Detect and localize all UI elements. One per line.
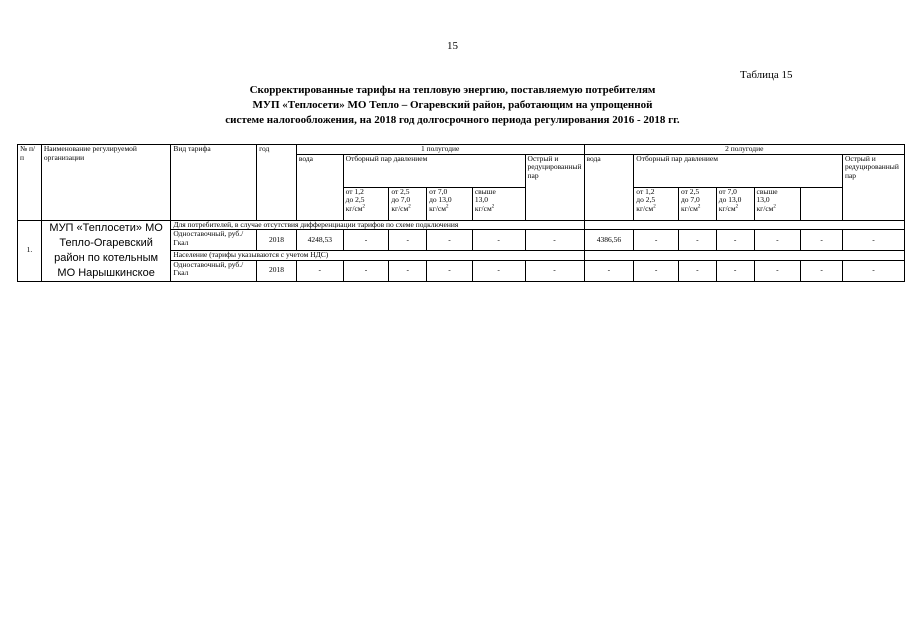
value-p4-h2: - <box>754 260 801 281</box>
tariff-name: Одноставочный, руб./Гкал <box>171 260 257 281</box>
document-title <box>0 83 905 128</box>
value-p1-h1: - <box>343 260 389 281</box>
header-steam-h1: Отборный пар давлением <box>343 154 525 187</box>
header-year: год <box>257 145 297 221</box>
value-sharp-h1: - <box>525 230 584 251</box>
header-pressure-over-13-h2: свыше 13,0 $кг/см^2$ <box>754 187 801 220</box>
header-org: Наименование регулируемой организации <box>41 145 170 221</box>
header-water-h1: вода <box>296 154 343 220</box>
tariff-name: Одноставочный, руб./Гкал <box>171 230 257 251</box>
value-p2-h1: - <box>389 230 427 251</box>
value-sharp-h2: - <box>842 230 904 251</box>
value-sharp-h1: - <box>525 260 584 281</box>
value-sharp-h2: - <box>842 260 904 281</box>
value-p3-h1: - <box>427 260 473 281</box>
section-filler-general <box>584 220 904 230</box>
header-no: № п/п <box>18 145 42 221</box>
header-steam-h2: Отборный пар давлением <box>634 154 843 187</box>
tariff-year: 2018 <box>257 260 297 281</box>
value-p3-h2: - <box>716 230 754 251</box>
value-p1-h1: - <box>343 230 389 251</box>
header-sharp-steam-h2: Острый и редуцированный пар <box>842 154 904 220</box>
row-number: 1. <box>18 220 42 281</box>
value-p4-h1: - <box>472 230 525 251</box>
section-label-population: Население (тарифы указываются с учетом НДС) <box>171 251 584 261</box>
value-p2-h1: - <box>389 260 427 281</box>
header-half-1: 1 полугодие <box>296 145 584 155</box>
value-p1-h2: - <box>634 260 679 281</box>
header-pressure-7-13-h2: от 7,0 до 13,0 $кг/см^2$ <box>716 187 754 220</box>
table-label: Таблица 15 <box>740 69 793 81</box>
value-p2-h2: - <box>678 230 716 251</box>
water-value-h2: - <box>584 260 634 281</box>
header-pressure-over-13-h1: свыше 13,0 $кг/см^2$ <box>472 187 525 220</box>
header-water-h2: вода <box>584 154 634 220</box>
header-tariff-type: Вид тарифа <box>171 145 257 221</box>
header-pressure-2-5-7-h2: от 2,5 до 7,0 $кг/см^2$ <box>678 187 716 220</box>
title-line-1: Скорректированные тарифы на тепловую энергию, поставляемую потребителям <box>249 84 656 96</box>
header-sharp-steam-h1: Острый и редуцированный пар <box>525 154 584 220</box>
value-p4-h1: - <box>472 260 525 281</box>
header-pressure-7-13-h1: от 7,0 до 13,0 $кг/см^2$ <box>427 187 473 220</box>
value-p1-h2: - <box>634 230 679 251</box>
header-pressure-2-5-7-h1: от 2,5 до 7,0 $кг/см^2$ <box>389 187 427 220</box>
section-filler-population <box>584 251 904 261</box>
header-pressure-1-2-5-h2: от 1,2 до 2,5 $кг/см^2$ <box>634 187 679 220</box>
tariff-table <box>17 144 905 282</box>
value-p3-h2: - <box>716 260 754 281</box>
section-row-1 <box>18 220 905 230</box>
header-row-1 <box>18 145 905 155</box>
value-p4-h2: - <box>754 230 801 251</box>
value-p2-h2: - <box>678 260 716 281</box>
value-p3-h1: - <box>427 230 473 251</box>
title-line-3: системе налогообложения, на 2018 год долгосрочного периода регулирования 2016 - 2018 гг. <box>225 114 680 126</box>
water-value-h1: - <box>296 260 343 281</box>
section-label-general: Для потребителей, в случае отсутствия дифференциации тарифов по схеме подключения <box>171 220 584 230</box>
water-value-h2: 4386,56 <box>584 230 634 251</box>
page-number: 15 <box>447 40 458 52</box>
value-p5-h2: - <box>801 260 843 281</box>
header-pressure-1-2-5-h1: от 1,2 до 2,5 $кг/см^2$ <box>343 187 389 220</box>
water-value-h1: 4248,53 <box>296 230 343 251</box>
org-name: МУП «Теплосети» МО Тепло-Огаревский район по котельным МО Нарышкинское <box>41 220 170 281</box>
title-line-2: МУП «Теплосети» МО Тепло – Огаревский район, работающим на упрощенной <box>252 99 653 111</box>
header-half-2: 2 полугодие <box>584 145 904 155</box>
tariff-year: 2018 <box>257 230 297 251</box>
header-pressure-empty-h2 <box>801 187 843 220</box>
value-p5-h2: - <box>801 230 843 251</box>
